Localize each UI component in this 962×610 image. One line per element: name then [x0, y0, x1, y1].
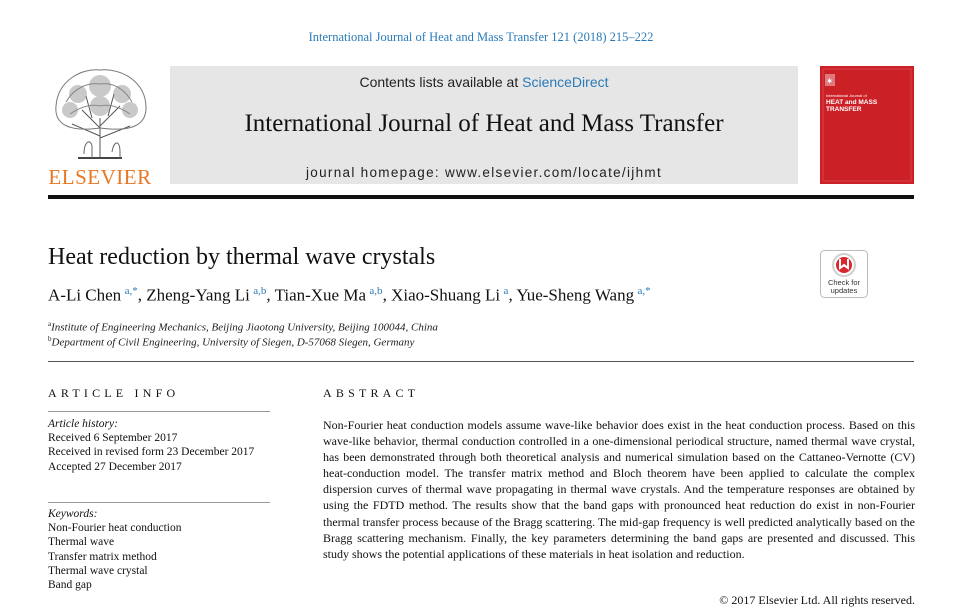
author-name[interactable]: Yue-Sheng Wang — [516, 285, 635, 305]
keyword-item: Band gap — [48, 579, 92, 592]
journal-banner — [170, 66, 798, 184]
journal-cover-thumbnail[interactable] — [820, 66, 914, 184]
author-name[interactable]: Xiao-Shuang Li — [391, 285, 501, 305]
article-history-label: Article history: — [48, 418, 118, 430]
elsevier-wordmark: ELSEVIER — [48, 165, 152, 189]
affiliation-text: Institute of Engineering Mechanics, Beijing Jiaotong University, Beijing 100044, China — [51, 321, 438, 334]
info-divider — [48, 502, 270, 503]
article-title: Heat reduction by thermal wave crystals — [48, 244, 436, 270]
header-divider — [48, 195, 914, 199]
tree-icon — [48, 66, 152, 164]
crossmark-label-line1: Check for — [827, 278, 861, 287]
affiliation-text: Department of Civil Engineering, University of Siegen, D-57068 Siegen, Germany — [51, 336, 415, 349]
author-affiliation-marks[interactable]: a,* — [124, 285, 138, 297]
author-affiliation-marks[interactable]: a,b — [253, 285, 267, 297]
journal-reference-link[interactable]: International Journal of Heat and Mass Transfer 121 (2018) 215–222 — [308, 30, 654, 44]
keywords-section — [48, 507, 182, 592]
cover-graphic — [820, 66, 914, 184]
copyright-notice: © 2017 Elsevier Ltd. All rights reserved. — [719, 593, 915, 607]
keyword-item: Thermal wave — [48, 536, 115, 549]
article-info-heading: ARTICLE INFO — [48, 386, 180, 400]
crossmark-label — [820, 279, 868, 295]
check-for-updates-button[interactable] — [820, 250, 868, 298]
journal-homepage-link[interactable]: journal homepage: www.elsevier.com/locate/ijhmt — [306, 165, 662, 180]
history-accepted: Accepted 27 December 2017 — [48, 460, 182, 473]
section-divider — [48, 361, 914, 362]
info-divider — [48, 411, 270, 412]
svg-text:✱: ✱ — [827, 79, 833, 85]
cover-small-label: International Journal of — [826, 93, 867, 98]
affiliation-mark: b — [48, 335, 52, 343]
cover-title: HEAT and MASS TRANSFER — [826, 99, 878, 114]
author-affiliation-marks[interactable]: a,b — [369, 285, 383, 297]
sciencedirect-link[interactable]: ScienceDirect — [522, 74, 609, 90]
keyword-item: Transfer matrix method — [48, 550, 157, 563]
author-list: A-Li Chen $^{a,*}$, Zheng-Yang Li $^{a,b}$, Tian-Xue Ma $^{a,b}$, Xiao-Shuang Li $^a$, Yue-Sheng Wang $^{a,*}$ — [48, 285, 651, 305]
journal-title[interactable]: International Journal of Heat and Mass Transfer — [244, 110, 724, 137]
author-name[interactable]: A-Li Chen — [48, 285, 122, 305]
affiliation-mark: a — [48, 320, 52, 328]
elsevier-logo[interactable] — [48, 66, 152, 188]
contents-availability — [170, 74, 798, 90]
author-name[interactable]: Zheng-Yang Li — [146, 285, 250, 305]
article-history — [48, 417, 254, 474]
author-affiliation-marks[interactable]: a — [503, 285, 509, 297]
affiliation-b — [48, 335, 414, 349]
history-revised: Received in revised form 23 December 2017 — [48, 446, 255, 459]
author-affiliation-marks[interactable]: a,* — [637, 285, 651, 297]
contents-prefix: Contents lists available at — [359, 74, 523, 90]
crossmark-label-line2: updates — [830, 285, 858, 295]
keywords-label: Keywords: — [48, 508, 98, 520]
history-received: Received 6 September 2017 — [48, 432, 178, 445]
abstract-body: Non-Fourier heat conduction models assume wave-like behavior does exist in the heat conduction process. Based on this wave-like behavior, thermal conduction controlled in a one-dimensional periodical structure, named thermal wave crystal, has been demonstrated through both theoretical analysis and numerical simulation based on the Cattaneo-Vernotte (CV) heat-conduction model. The transfer matrix method and Bloch theorem have been applied to calculate the complex dispersion curves of thermal wave propagating in thermal wave crystals. And the temperature responses are obtained by using the FDTD method. The results show that the band gaps with pronounced heat reduction do exist in non-Fourier thermal transfer process because of the Bragg scattering. The mid-gap frequency is well predicted analytically based on the Bragg scattering mechanism. Finally, the key parameters determining the band gaps are presented and discussed. This study shows the potential applications of these materials in heat isolation and reduction. — [323, 418, 915, 561]
affiliation-a — [48, 320, 438, 334]
keyword-item: Non-Fourier heat conduction — [48, 522, 182, 535]
keyword-item: Thermal wave crystal — [48, 564, 148, 577]
abstract-heading: ABSTRACT — [323, 386, 420, 400]
author-name[interactable]: Tian-Xue Ma — [274, 285, 367, 305]
